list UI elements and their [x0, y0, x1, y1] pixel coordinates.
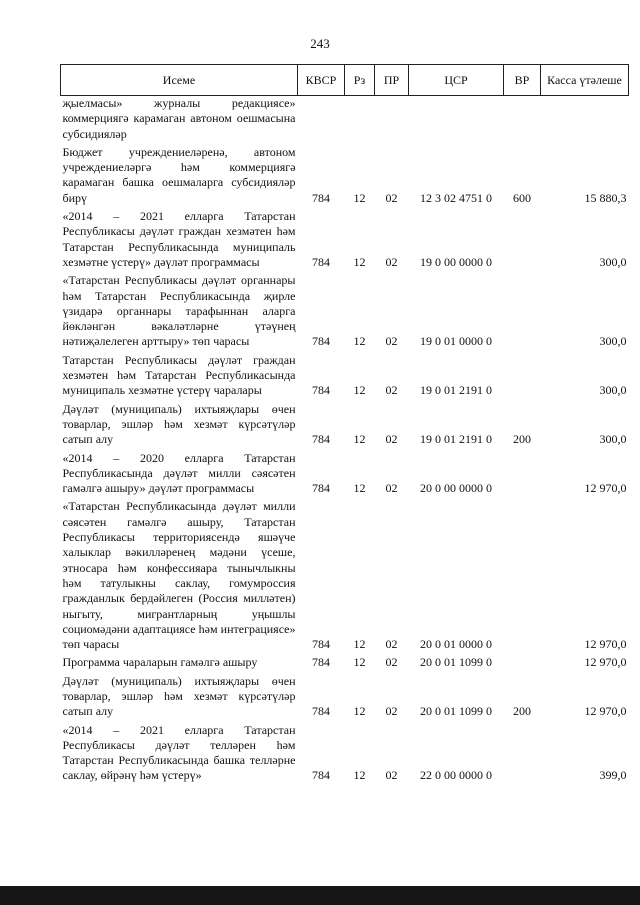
cell-pr: [375, 96, 409, 142]
cell-kvsr: 784: [312, 704, 330, 719]
header-rz: Рз: [345, 65, 375, 96]
cell-rz: 12: [353, 768, 366, 783]
cell-kvsr: 784: [312, 254, 330, 269]
table-row: [61, 206, 629, 270]
cell-kvsr: 784: [312, 190, 330, 205]
cell-rz: [345, 96, 375, 142]
cell-name: Татарстан Республикасы дәүләт граждан хезмәтен һәм Татарстан Республикасында муниципаль хезмәтне үстерү чаралары: [62, 352, 296, 398]
cell-amount: 399,0: [599, 768, 627, 783]
cell-vr: [504, 720, 541, 784]
scan-edge-bar: [0, 886, 640, 905]
cell-amount: 300,0: [599, 254, 627, 269]
header-pr: ПР: [375, 65, 409, 96]
header-vr: ВР: [504, 65, 541, 96]
cell-amount: 300,0: [599, 383, 627, 398]
cell-vr: [504, 350, 541, 399]
cell-kvsr: 784: [312, 432, 330, 447]
cell-csr: [409, 96, 504, 142]
table-row: [61, 448, 629, 497]
cell-pr: 02: [385, 768, 398, 783]
header-kassa: Касса үтәлеше: [541, 65, 629, 96]
cell-amount: 15 880,3: [584, 190, 627, 205]
cell-pr: 02: [385, 254, 398, 269]
cell-amount: 300,0: [599, 432, 627, 447]
cell-amount: 300,0: [599, 334, 627, 349]
cell-kvsr: 784: [312, 383, 330, 398]
cell-csr: 19 0 01 2191 0: [420, 383, 492, 398]
table-row: [61, 399, 629, 448]
cell-kvsr: 784: [312, 655, 330, 670]
cell-vr: [504, 270, 541, 349]
cell-csr: 20 0 01 1099 0: [420, 704, 492, 719]
cell-vr: [504, 496, 541, 652]
cell-vr: 600: [513, 190, 531, 205]
cell-name: «2014 – 2020 елларга Татарстан Республикасында дәүләт милли сәясәтен гамәлгә ашыру» дәүләт программасы: [62, 450, 296, 496]
cell-csr: 22 0 00 0000 0: [420, 768, 492, 783]
cell-rz: 12: [353, 637, 366, 652]
table-row: [61, 652, 629, 670]
cell-vr: 200: [513, 432, 531, 447]
table-body: [61, 96, 629, 784]
cell-csr: 20 0 00 0000 0: [420, 481, 492, 496]
budget-table: [60, 64, 629, 784]
cell-rz: 12: [353, 334, 366, 349]
cell-csr: 20 0 01 1099 0: [420, 655, 492, 670]
header-name: Исеме: [61, 65, 298, 96]
page-number: 243: [310, 36, 330, 51]
cell-pr: 02: [385, 334, 398, 349]
cell-amount: 12 970,0: [584, 655, 627, 670]
cell-kvsr: 784: [312, 334, 330, 349]
cell-pr: 02: [385, 637, 398, 652]
cell-pr: 02: [385, 383, 398, 398]
table-header-row: [61, 65, 629, 96]
cell-rz: 12: [353, 432, 366, 447]
header-csr: ЦСР: [409, 65, 504, 96]
cell-amount: 12 970,0: [584, 481, 627, 496]
table-row: [61, 496, 629, 652]
cell-vr: [504, 652, 541, 670]
cell-csr: 12 3 02 4751 0: [420, 190, 492, 205]
cell-pr: 02: [385, 190, 398, 205]
table-row: [61, 142, 629, 206]
cell-csr: 19 0 01 0000 0: [420, 334, 492, 349]
cell-pr: 02: [385, 481, 398, 496]
cell-name: Дәүләт (муниципаль) ихтыяҗлары өчен товарлар, эшләр һәм хезмәт күрсәтүләр сатып алу: [62, 401, 296, 447]
cell-kvsr: 784: [312, 637, 330, 652]
cell-vr: [504, 96, 541, 142]
cell-amount: 12 970,0: [584, 704, 627, 719]
cell-vr: [504, 448, 541, 497]
cell-rz: 12: [353, 190, 366, 205]
table-row: [61, 270, 629, 349]
table-row: [61, 350, 629, 399]
cell-kvsr: [298, 96, 345, 142]
cell-pr: 02: [385, 655, 398, 670]
cell-csr: 20 0 01 0000 0: [420, 637, 492, 652]
table-row: [61, 671, 629, 720]
cell-rz: 12: [353, 704, 366, 719]
cell-amount: 12 970,0: [584, 637, 627, 652]
cell-csr: 19 0 01 2191 0: [420, 432, 492, 447]
cell-rz: 12: [353, 254, 366, 269]
cell-kvsr: 784: [312, 481, 330, 496]
cell-rz: 12: [353, 383, 366, 398]
cell-csr: 19 0 00 0000 0: [420, 254, 492, 269]
cell-amount: [541, 96, 629, 142]
cell-vr: 200: [513, 704, 531, 719]
table-row: [61, 96, 629, 142]
table-row: [61, 720, 629, 784]
cell-name: «2014 – 2021 елларга Татарстан Республикасы дәүләт граждан хезмәтен һәм Татарстан Республикасында муниципаль хезмәтне үстерү» дәүләт программасы: [62, 209, 296, 269]
cell-rz: 12: [353, 481, 366, 496]
cell-pr: 02: [385, 704, 398, 719]
cell-name: «Татарстан Республикасы дәүләт органнары һәм Татарстан Республикасында җирле үзидарә органнары тарафыннан аларга йөкләнгән вәкаләтләрне үтәүнең нәтиҗәлелеген арттыру» төп чарасы: [62, 273, 296, 349]
header-kvsr: КВСР: [298, 65, 345, 96]
cell-name: «Татарстан Республикасында дәүләт милли сәясәтен гамәлгә ашыру, Татарстан Республикасы территориясендә яшәүче халыклар вәкилләренең мәдәни үсеше, этносара һәм конфессияара тынычлыкны һәм татулыкны саклау, гомумроссия гражданлык бердәйлеген (Россия милләтен) ныгыту, мигрантларның уңышлы социомәдәни адаптациясе һәм интеграциясе» төп чарасы: [62, 499, 296, 652]
cell-name: Дәүләт (муниципаль) ихтыяҗлары өчен товарлар, эшләр һәм хезмәт күрсәтүләр сатып алу: [62, 673, 296, 719]
cell-name: «2014 – 2021 елларга Татарстан Республикасы дәүләт телләрен һәм Татарстан Республикасында башка телләрне саклау, өйрәнү һәм үстерү»: [62, 722, 296, 783]
cell-kvsr: 784: [312, 768, 330, 783]
cell-rz: 12: [353, 655, 366, 670]
cell-pr: 02: [385, 432, 398, 447]
cell-name: җыелмасы» журналы редакциясе» коммерциягә карамаган автоном оешмасына субсидияләр: [62, 96, 296, 141]
cell-name: Программа чараларын гамәлгә ашыру: [62, 655, 258, 670]
cell-vr: [504, 206, 541, 270]
cell-name: Бюджет учреждениеләренә, автоном учреждениеләргә һәм коммерциягә карамаган башка оешмаларга субсидияләр бирү: [62, 144, 296, 205]
